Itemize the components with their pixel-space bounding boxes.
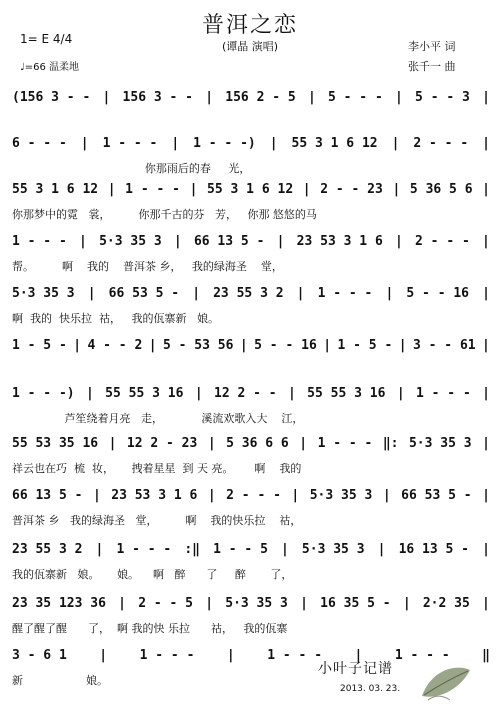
lyric-line: 醒了醒了醒 了， 啊 我的快 乐拉 祜， 我的佤寨: [12, 622, 288, 635]
barline: |: [148, 337, 157, 353]
score-line: [12, 232, 490, 284]
barline: |: [482, 285, 490, 301]
measure: 3 - 6 1: [12, 647, 67, 663]
measure: 66 13 5 -: [193, 233, 265, 249]
barline: |: [482, 541, 490, 557]
score-line: [12, 88, 490, 140]
measure: 3 - - 61: [412, 337, 476, 353]
measure: 5 36 5 6: [409, 181, 473, 197]
measure: 1 - - -: [116, 541, 172, 557]
score-line: [12, 284, 490, 336]
barline: |: [377, 541, 386, 557]
measure: 5 36 6 6: [226, 435, 289, 451]
lyric-line: 芦笙绕着月亮 走， 溪流欢歌入大 江，: [12, 412, 304, 425]
notation-line: [12, 434, 490, 452]
score-line: [12, 540, 490, 592]
measure: 5·3 35 3: [309, 487, 373, 503]
measure: 1 - - -): [193, 135, 256, 151]
measure: 66 53 5 -: [108, 285, 180, 301]
song-subtitle: (谭晶 演唱): [221, 40, 279, 53]
barline: |: [118, 595, 126, 611]
lyric-line: [12, 114, 490, 130]
barline: |: [394, 233, 403, 249]
barline: |: [482, 595, 490, 611]
measure: 5 - - -: [327, 89, 383, 105]
barline: |: [482, 89, 490, 105]
measure: 4 - - 2: [87, 337, 143, 353]
measure: 23 53 3 1 6: [111, 487, 198, 503]
lyricist-credit: 李小平 词: [408, 40, 456, 53]
barline: |: [392, 181, 401, 197]
barline: |: [80, 135, 89, 151]
barline: |: [92, 487, 101, 503]
score-line: [12, 134, 490, 186]
barline: |: [402, 595, 411, 611]
measure: 1 - 5 -: [337, 337, 393, 353]
key-signature: 1= E 4/4: [20, 32, 73, 46]
barline: |: [87, 285, 96, 301]
song-title: 普洱之恋: [201, 13, 298, 38]
barline: |: [291, 487, 300, 503]
barline: |: [281, 541, 289, 557]
notation-line: [12, 540, 490, 558]
score-line: [12, 384, 490, 436]
measure: 2·2 35: [422, 595, 470, 611]
barline: |: [173, 233, 182, 249]
measure: 1 - - -: [125, 181, 180, 197]
measure: 55 53 35 16: [12, 435, 99, 451]
barline: |: [299, 435, 308, 451]
notation-line: [12, 284, 490, 302]
barline: |: [482, 435, 490, 451]
barline: |: [482, 385, 490, 401]
barline: |: [382, 487, 391, 503]
measure: (156 3 - -: [12, 89, 91, 105]
measure: 66 13 5 -: [12, 487, 83, 503]
measure: 5·3 35 3: [225, 595, 288, 611]
barline: |: [269, 135, 278, 151]
measure: 23 53 3 1 6: [296, 233, 383, 249]
notation-line: [12, 134, 490, 152]
measure: 66 53 5 -: [401, 487, 472, 503]
score-line: [12, 336, 490, 388]
barline: |: [207, 435, 216, 451]
barline: |: [239, 337, 248, 353]
barline: |: [171, 135, 180, 151]
barline: |: [102, 89, 111, 105]
measure: 55 55 3 16: [105, 385, 184, 401]
barline: |: [354, 647, 363, 663]
barline: |: [205, 595, 214, 611]
barline: |: [205, 89, 214, 105]
notation-line: [12, 486, 490, 504]
barline: |: [73, 337, 82, 353]
measure: 16 13 5 -: [398, 541, 470, 557]
score-line: [12, 180, 490, 232]
measure: 12 2 - 23: [126, 435, 198, 451]
measure: 1 - - -: [102, 135, 158, 151]
score-line: [12, 486, 490, 538]
measure: 1 - - -: [416, 385, 471, 401]
barline: |: [287, 385, 296, 401]
tempo-marking: ♩=66 温柔地: [20, 62, 79, 73]
measure: 1 - - -: [267, 647, 323, 663]
measure: 5 - - 3: [415, 89, 470, 105]
barline: |: [396, 385, 405, 401]
barline: |: [482, 337, 490, 353]
lyric-line: 新 娘。: [12, 674, 108, 687]
barline: |: [482, 487, 490, 503]
lyric-line: [12, 362, 490, 378]
measure: 5·3 35 3: [99, 233, 162, 249]
measure: 55 3 1 6 12: [207, 181, 294, 197]
measure: 23 55 3 2: [12, 541, 83, 557]
measure: 5 - - 16: [254, 337, 317, 353]
measure: 5·3 35 3: [408, 435, 472, 451]
barline: |: [207, 487, 216, 503]
barline: |: [107, 181, 116, 197]
transcription-date: 2013. 03. 23.: [340, 684, 401, 694]
measure: 5·3 35 3: [12, 285, 75, 301]
notation-line: [12, 180, 490, 198]
barline: |: [482, 181, 490, 197]
barline: |: [194, 385, 203, 401]
measure: 5 - - 16: [406, 285, 470, 301]
barline: |: [307, 89, 316, 105]
measure: 1 - - -: [139, 647, 195, 663]
transcriber-signature: 小叶子记谱: [318, 661, 393, 677]
measure: 16 35 5 -: [320, 595, 391, 611]
lyric-line: 啊 我的 快乐拉 祜， 我的佤寨新 娘。: [12, 312, 219, 325]
lyric-line: 帮。 啊 我的 普洱茶 乡， 我的绿海圣 堂，: [12, 260, 283, 273]
barline: ‖: [482, 647, 490, 663]
lyric-line: 普洱茶 乡 我的绿海圣 堂， 啊 我的快乐拉 祜，: [12, 514, 302, 527]
measure: 1 - - -: [317, 435, 373, 451]
barline: |: [395, 89, 403, 105]
measure: 6 - - -: [12, 135, 67, 151]
score-line: [12, 434, 490, 486]
measure: 5 - 53 56: [163, 337, 234, 353]
measure: 2 - - -: [415, 233, 470, 249]
measure: 1 - - -: [12, 233, 67, 249]
notation-line: [12, 384, 490, 402]
barline: |: [391, 135, 400, 151]
measure: 2 - - 5: [138, 595, 193, 611]
measure: 2 - - 23: [320, 181, 383, 197]
barline: |: [85, 385, 94, 401]
barline: |: [95, 541, 104, 557]
score-line: [12, 594, 490, 646]
barline: |: [276, 233, 285, 249]
measure: 1 - - 5: [213, 541, 268, 557]
barline: |: [482, 233, 490, 249]
barline: |: [79, 233, 87, 249]
barline: |: [99, 647, 108, 663]
measure: 55 3 1 6 12: [291, 135, 378, 151]
barline: |: [226, 647, 235, 663]
measure: 1 - 5 -: [12, 337, 67, 353]
measure: 1 - - -): [12, 385, 75, 401]
notation-line: [12, 336, 490, 354]
barline: ‖:: [382, 435, 399, 451]
barline: |: [300, 595, 308, 611]
barline: |: [296, 285, 305, 301]
measure: 55 3 1 6 12: [12, 181, 99, 197]
measure: 1 - - -: [317, 285, 373, 301]
lyric-line: 你那梦中的霓 裳， 你那千古的芬 芳， 你那 悠悠的马: [12, 208, 317, 221]
lyric-line: 我的佤寨新 娘。 娘。 啊 醉 了 醉 了，: [12, 568, 293, 581]
barline: :‖: [184, 541, 201, 557]
notation-line: [12, 232, 490, 250]
notation-line: [12, 88, 490, 106]
measure: 2 - - -: [413, 135, 469, 151]
measure: 156 3 - -: [122, 89, 193, 105]
barline: |: [302, 181, 311, 197]
measure: 23 35 123 36: [12, 595, 106, 611]
measure: 23 55 3 2: [213, 285, 284, 301]
barline: |: [385, 285, 394, 301]
barline: |: [482, 135, 490, 151]
composer-credit: 张千一 曲: [408, 60, 456, 73]
tea-leaf-icon: [414, 660, 474, 704]
measure: 55 55 3 16: [307, 385, 386, 401]
barline: |: [108, 435, 117, 451]
notation-line: [12, 594, 490, 612]
measure: 1 - - -: [394, 647, 450, 663]
measure: 2 - - -: [226, 487, 281, 503]
lyric-line: 祥云也在巧 梳 妆， 拽着星星 到 天 亮。 啊 我的: [12, 462, 302, 475]
measure: 5·3 35 3: [301, 541, 365, 557]
measure: 156 2 - 5: [225, 89, 296, 105]
barline: |: [398, 337, 407, 353]
barline: |: [323, 337, 332, 353]
barline: |: [192, 285, 201, 301]
barline: |: [189, 181, 198, 197]
measure: 12 2 - -: [214, 385, 277, 401]
lyric-line: 你那雨后的春 光，: [12, 162, 251, 175]
